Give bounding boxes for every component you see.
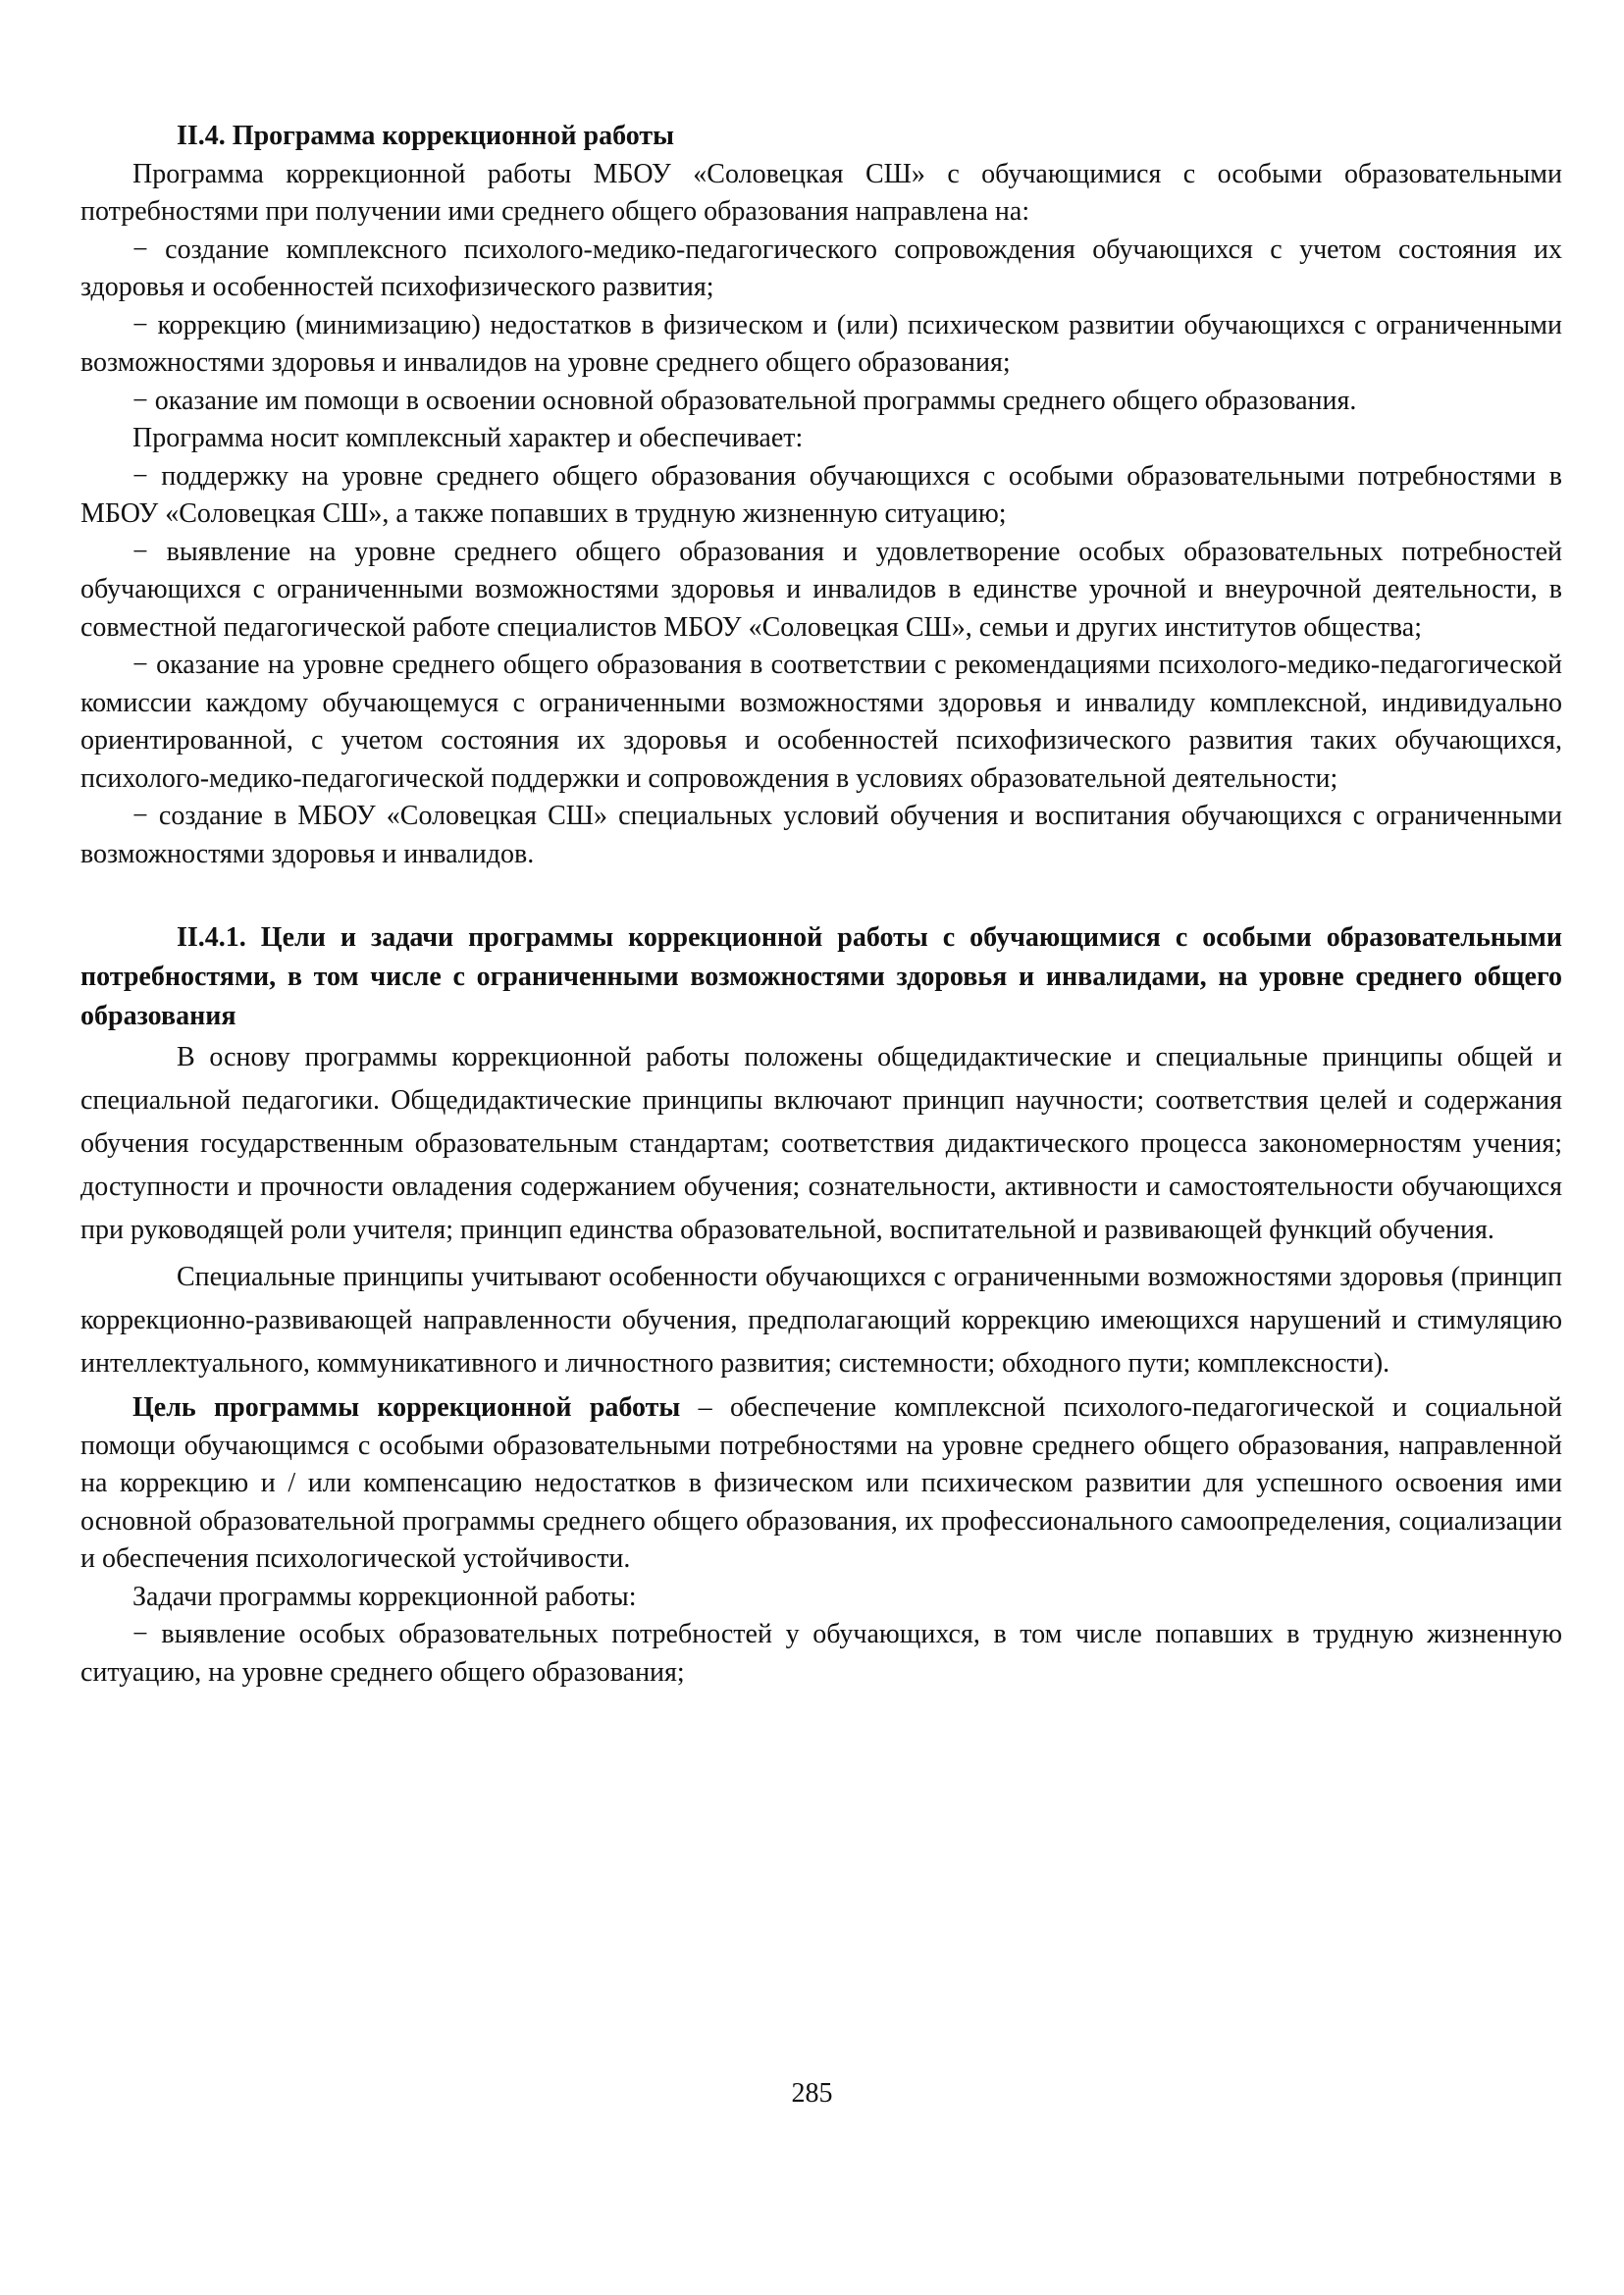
special-principles-paragraph: Специальные принципы учитывают особенности обучающихся с ограниченными возможностями здоровья (принцип коррекционно-развивающей направленности обучения, предполагающий коррекцию имеющихся нарушений и стимуляцию интеллектуального, коммуникативного и личностного развития; системности; обходного пути; комплексности).	[80, 1262, 1562, 1379]
aim-item: − создание комплексного психолого-медико-педагогического сопровождения обучающихся с учетом состояния их здоровья и особенностей психофизического развития;	[80, 234, 1562, 302]
goal-paragraph	[80, 1389, 1562, 1579]
aim-item: − коррекцию (минимизацию) недостатков в физическом и (или) психическом развитии обучающихся с ограниченными возможностями здоровья и инвалидов на уровне среднего общего образования;	[80, 309, 1562, 378]
intro-paragraph: Программа коррекционной работы МБОУ «Соловецкая СШ» с обучающимися с особыми образовательными потребностями при получении ими среднего общего образования направлена на:	[80, 158, 1562, 227]
aim-item: − оказание им помощи в освоении основной образовательной программы среднего общего образования.	[132, 385, 1357, 416]
provides-item: − выявление на уровне среднего общего образования и удовлетворение особых образовательных потребностей обучающихся с ограниченными возможностями здоровья и инвалидов в единстве урочной и внеурочной деятельности, в совместной педагогической работе специалистов МБОУ «Соловецкая СШ», семьи и других институтов общества;	[80, 536, 1562, 643]
tasks-intro: Задачи программы коррекционной работы:	[132, 1581, 637, 1612]
provides-item: − оказание на уровне среднего общего образования в соответствии с рекомендациями психолого-медико-педагогической комиссии каждому обучающемуся с ограниченными возможностями здоровья и инвалиду комплексной, индивидуально ориентированной, с учетом состояния их здоровья и особенностей психофизического развития таких обучающихся, психолого-медико-педагогической поддержки и сопровождения в условиях образовательной деятельности;	[80, 650, 1562, 794]
document-page	[80, 118, 1562, 1692]
page-number: 285	[791, 2078, 833, 2109]
provides-item: − создание в МБОУ «Соловецкая СШ» специальных условий обучения и воспитания обучающихся с ограниченными возможностями здоровья и инвалидов.	[80, 801, 1562, 869]
goal-text: – обеспечение комплексной психолого-педагогической и социальной помощи обучающимся с особыми образовательными потребностями на уровне среднего общего образования, направленной на коррекцию и / или компенсацию недостатков в физическом или психическом развитии для успешного освоения ими основной образовательной программы среднего общего образования, их профессионального самоопределения, социализации и обеспечения психологической устойчивости.	[80, 1392, 1562, 1574]
principles-paragraph: В основу программы коррекционной работы положены общедидактические и специальные принципы общей и специальной педагогики. Общедидактические принципы включают принцип научности; соответствия целей и содержания обучения государственным образовательным стандартам; соответствия дидактического процесса закономерностям учения; доступности и прочности овладения содержанием обучения; сознательности, активности и самостоятельности обучающихся при руководящей роли учителя; принцип единства образовательной, воспитательной и развивающей функций обучения.	[80, 1042, 1562, 1245]
subsection-title: II.4.1. Цели и задачи программы коррекционной работы с обучающимися с особыми образовательными потребностями, в том числе с ограниченными возможностями здоровья и инвалидами, на уровне среднего общего образования	[80, 922, 1562, 1031]
provides-item: − поддержку на уровне среднего общего образования обучающихся с особыми образовательными потребностями в МБОУ «Соловецкая СШ», а также попавших в трудную жизненную ситуацию;	[80, 460, 1562, 529]
provides-intro: Программа носит комплексный характер и обеспечивает:	[132, 423, 804, 453]
task-item: − выявление особых образовательных потребностей у обучающихся, в том числе попавших в трудную жизненную ситуацию, на уровне среднего общего образования;	[80, 1619, 1562, 1688]
section-title: II.4. Программа коррекционной работы	[177, 121, 674, 151]
goal-label: Цель программы коррекционной работы	[132, 1392, 681, 1423]
